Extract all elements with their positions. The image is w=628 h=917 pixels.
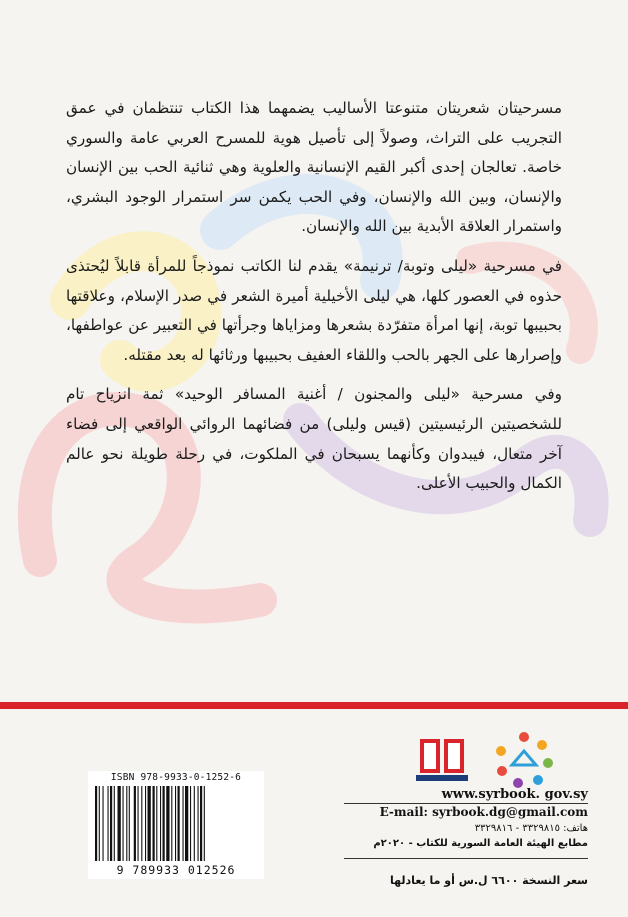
- red-divider-bar: [0, 702, 628, 709]
- barcode-bar: [166, 786, 169, 861]
- barcode-bar: [99, 786, 100, 861]
- back-cover-text: [66, 94, 562, 499]
- barcode-bar: [145, 786, 146, 861]
- barcode-bar: [156, 786, 157, 861]
- paragraph-2: في مسرحية «ليلى وتوبة/ ترنيمة» يقدم لنا الكاتب نموذجاً للمرأة قابلاً ليُحتذى حذوه في العصور كلها، هي ليلى الأخيلية أميرة الشعر في صدر الإسلام، وعلاقتها بحبيبها توبة، إنها امرأة متفرّدة بشعرها ومزاياها وجرأتها في التعبير عن عواطفها، وإصرارها على الجهر بالحب واللقاء العفيف بحبيبها ورثائها له بعد مقتله.: [66, 256, 562, 364]
- isbn-label: ISBN 978-9933-0-1252-6: [110, 772, 242, 783]
- barcode-bar: [178, 786, 180, 861]
- barcode-bar: [153, 786, 155, 861]
- barcode-bar: [183, 786, 184, 861]
- barcode-bar: [129, 786, 130, 861]
- barcode-bar: [198, 786, 199, 861]
- barcode-icon: [91, 786, 261, 861]
- paragraph-3: وفي مسرحية «ليلى والمجنون / أغنية المسافر الوحيد» ثمة انزياح تام للشخصيتين الرئيسيتين (قيس وليلى) من فضائهما الروائي الواقعي إلى فضاء آخر متعال، فيبدوان وكأنهما يسبحان في الملكوت، في رحلة طويلة نحو عالم الكمال والحبيب الأعلى.: [66, 385, 562, 493]
- barcode-bar: [190, 786, 191, 861]
- barcode-bar: [185, 786, 188, 861]
- barcode-bar: [95, 786, 97, 861]
- paragraph-1: مسرحيتان شعريتان متنوعتا الأساليب يضمهما هذا الكتاب تنتظمان في عمق التجريب على التراث، وصولاً إلى تأصيل هوية للمسرح العربي عامة والسوري خاصة. تعالجان إحدى أكبر القيم الإنسانية والعلوية وهي ثنائية الحب بين الإنسان والإنسان، وبين الله والإنسان، وفي الحب يكمن سر استمرار الوجود البشري، واستمرار العلاقة الأبدية بين الله والإنسان.: [66, 99, 562, 236]
- isbn-barcode-box: [88, 771, 264, 879]
- barcode-bar: [171, 786, 172, 861]
- publisher-phone: هاتف: ٣٣٢٩٨١٥ - ٣٣٢٩٨١٦: [474, 823, 588, 834]
- barcode-bar: [103, 786, 104, 861]
- barcode-bar: [175, 786, 176, 861]
- barcode-bar: [134, 786, 136, 861]
- barcode-bar: [138, 786, 139, 861]
- isbn-digits: 9 789933 012526: [116, 863, 236, 877]
- barcode-bar: [160, 786, 161, 861]
- publisher-email: E-mail: syrbook.dg@gmail.com: [379, 805, 588, 819]
- rule-2: [344, 858, 588, 859]
- people-circle-logo-icon: [492, 727, 556, 791]
- barcode-bar: [163, 786, 165, 861]
- publisher-printer: مطابع الهيئة العامة السورية للكتاب - ٢٠٢٠م: [373, 838, 588, 849]
- barcode-bar: [114, 786, 115, 861]
- barcode-bar: [126, 786, 127, 861]
- publisher-website: www.syrbook. gov.sy: [441, 787, 588, 802]
- price-text: سعر النسخة ٦٦٠٠ ل.س أو ما يعادلها: [390, 874, 588, 887]
- barcode-bar: [200, 786, 202, 861]
- barcode-bar: [118, 786, 121, 861]
- rule-1: [344, 803, 588, 804]
- barcode-bar: [204, 786, 205, 861]
- barcode-bar: [108, 786, 109, 861]
- publisher-logos: [406, 727, 556, 791]
- barcode-bar: [141, 786, 142, 861]
- barcode-bar: [123, 786, 124, 861]
- barcode-bar: [194, 786, 195, 861]
- book-logo-icon: [414, 731, 470, 787]
- barcode-bar: [110, 786, 112, 861]
- barcode-bar: [148, 786, 151, 861]
